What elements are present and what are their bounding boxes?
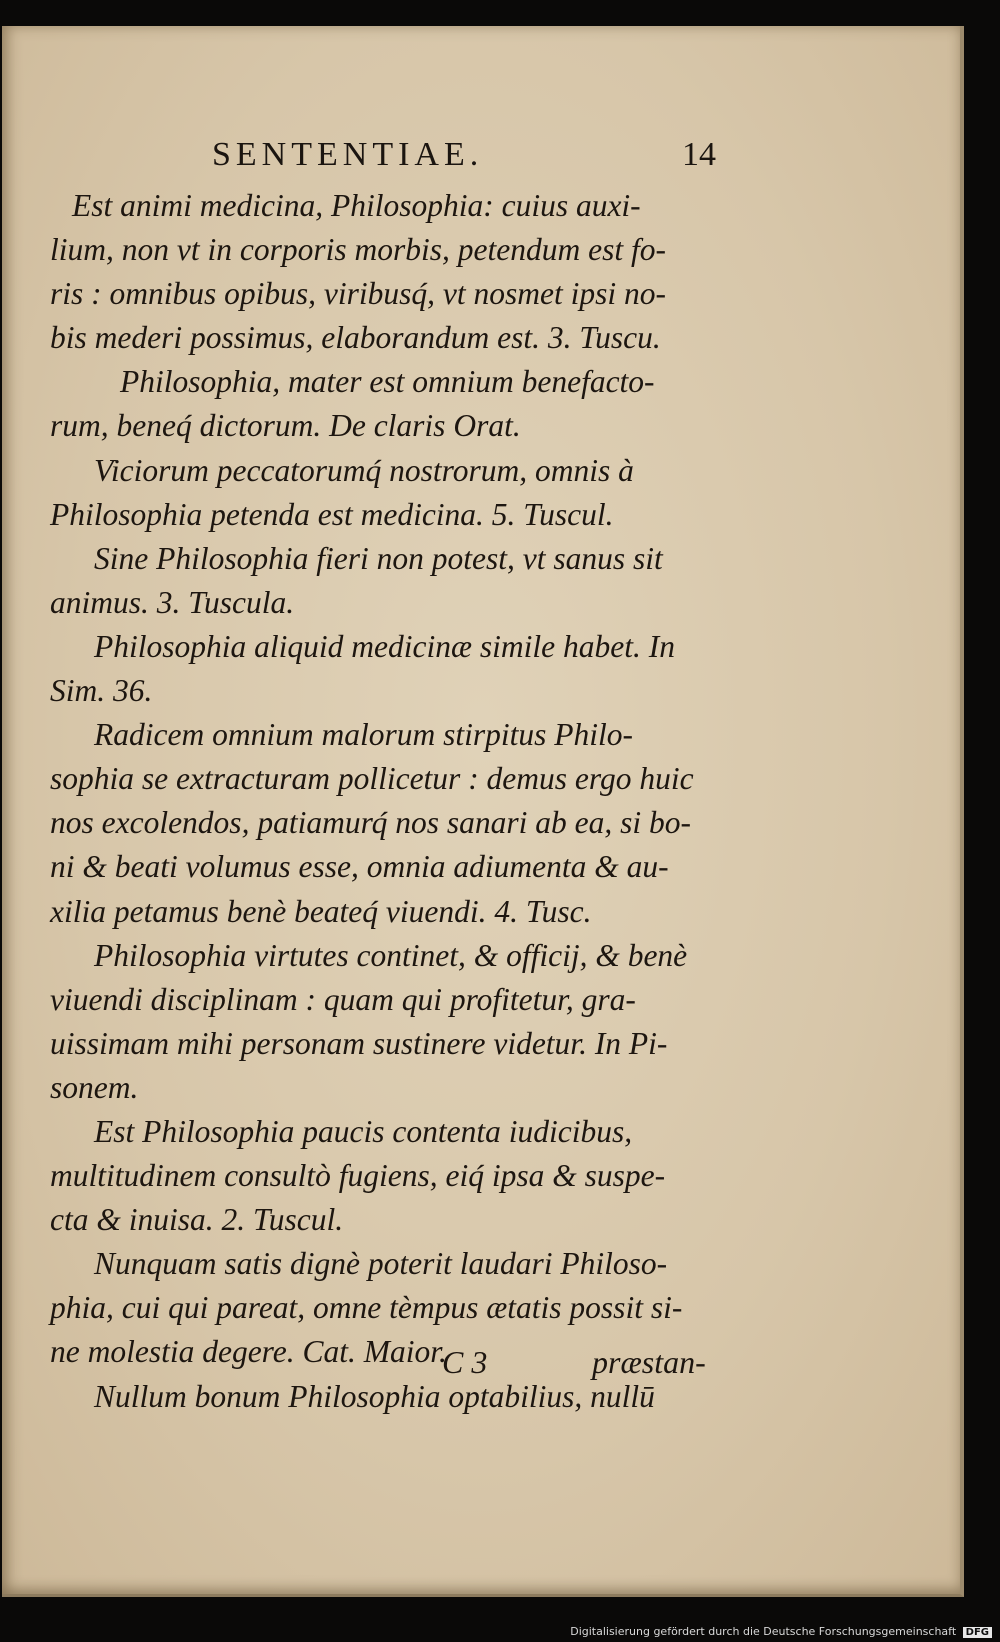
text-line: Philosophia, mater est omnium benefacto-	[120, 364, 655, 400]
text-line: Sine Philosophia fieri non potest, vt sanus sit	[94, 540, 663, 576]
body-text	[50, 184, 725, 1419]
text-line: viuendi disciplinam : quam qui profitetur, gra-	[50, 981, 636, 1017]
catchword: præstan-	[592, 1344, 706, 1380]
text-line: Nullum bonum Philosophia optabilius, nullū	[94, 1378, 655, 1414]
text-line: sonem.	[50, 1069, 139, 1105]
text-line: Philosophia petenda est medicina. 5. Tuscul.	[50, 496, 614, 532]
text-line: multitudinem consultò fugiens, eiq́ ipsa & suspe-	[50, 1158, 666, 1194]
credit-text: Digitalisierung gefördert durch die Deutsche Forschungsgemeinschaft	[570, 1625, 957, 1638]
page-number: 14	[682, 136, 716, 173]
signature-mark: C 3	[442, 1344, 488, 1380]
text-line: rum, beneq́ dictorum. De claris Orat.	[50, 408, 521, 444]
running-head: SENTENTIAE.	[212, 136, 484, 173]
text-line: sophia se extracturam pollicetur : demus ergo huic	[50, 761, 694, 797]
text-line: phia, cui qui pareat, omne tèmpus ætatis possit si-	[50, 1290, 683, 1326]
text-line: Est animi medicina, Philosophia: cuius auxi-	[72, 188, 641, 223]
text-line: ni & beati volumus esse, omnia adiumenta & au-	[50, 849, 669, 885]
text-line: ris : omnibus opibus, viribusq́, vt nosmet ipsi no-	[50, 276, 667, 312]
text-line: ne molestia degere. Cat. Maior.	[50, 1334, 447, 1370]
text-line: bis mederi possimus, elaborandum est. 3. Tuscu.	[50, 320, 661, 356]
text-line: xilia petamus benè beateq́ viuendi. 4. Tusc.	[50, 893, 592, 929]
text-line: uissimam mihi personam sustinere videtur. In Pi-	[50, 1025, 668, 1061]
digitization-credit	[570, 1625, 992, 1638]
text-line: Est Philosophia paucis contenta iudicibus,	[94, 1113, 633, 1149]
text-line: Viciorum peccatorumq́ nostrorum, omnis à	[94, 452, 634, 488]
text-line: animus. 3. Tuscula.	[50, 584, 295, 620]
text-line: Sim. 36.	[50, 673, 153, 709]
text-line: lium, non vt in corporis morbis, petendum est fo-	[50, 232, 666, 268]
text-line: Philosophia aliquid medicinæ simile habet. In	[94, 628, 675, 664]
text-line: Philosophia virtutes continet, & officij, & benè	[94, 937, 688, 973]
text-line: cta & inuisa. 2. Tuscul.	[50, 1202, 344, 1238]
text-line: nos excolendos, patiamurq́ nos sanari ab ea, si bo-	[50, 805, 692, 841]
dfg-logo: DFG	[963, 1627, 992, 1638]
text-line: Radicem omnium malorum stirpitus Philo-	[94, 717, 633, 753]
text-line: Nunquam satis dignè poterit laudari Philoso-	[94, 1246, 668, 1282]
book-page	[2, 26, 964, 1597]
